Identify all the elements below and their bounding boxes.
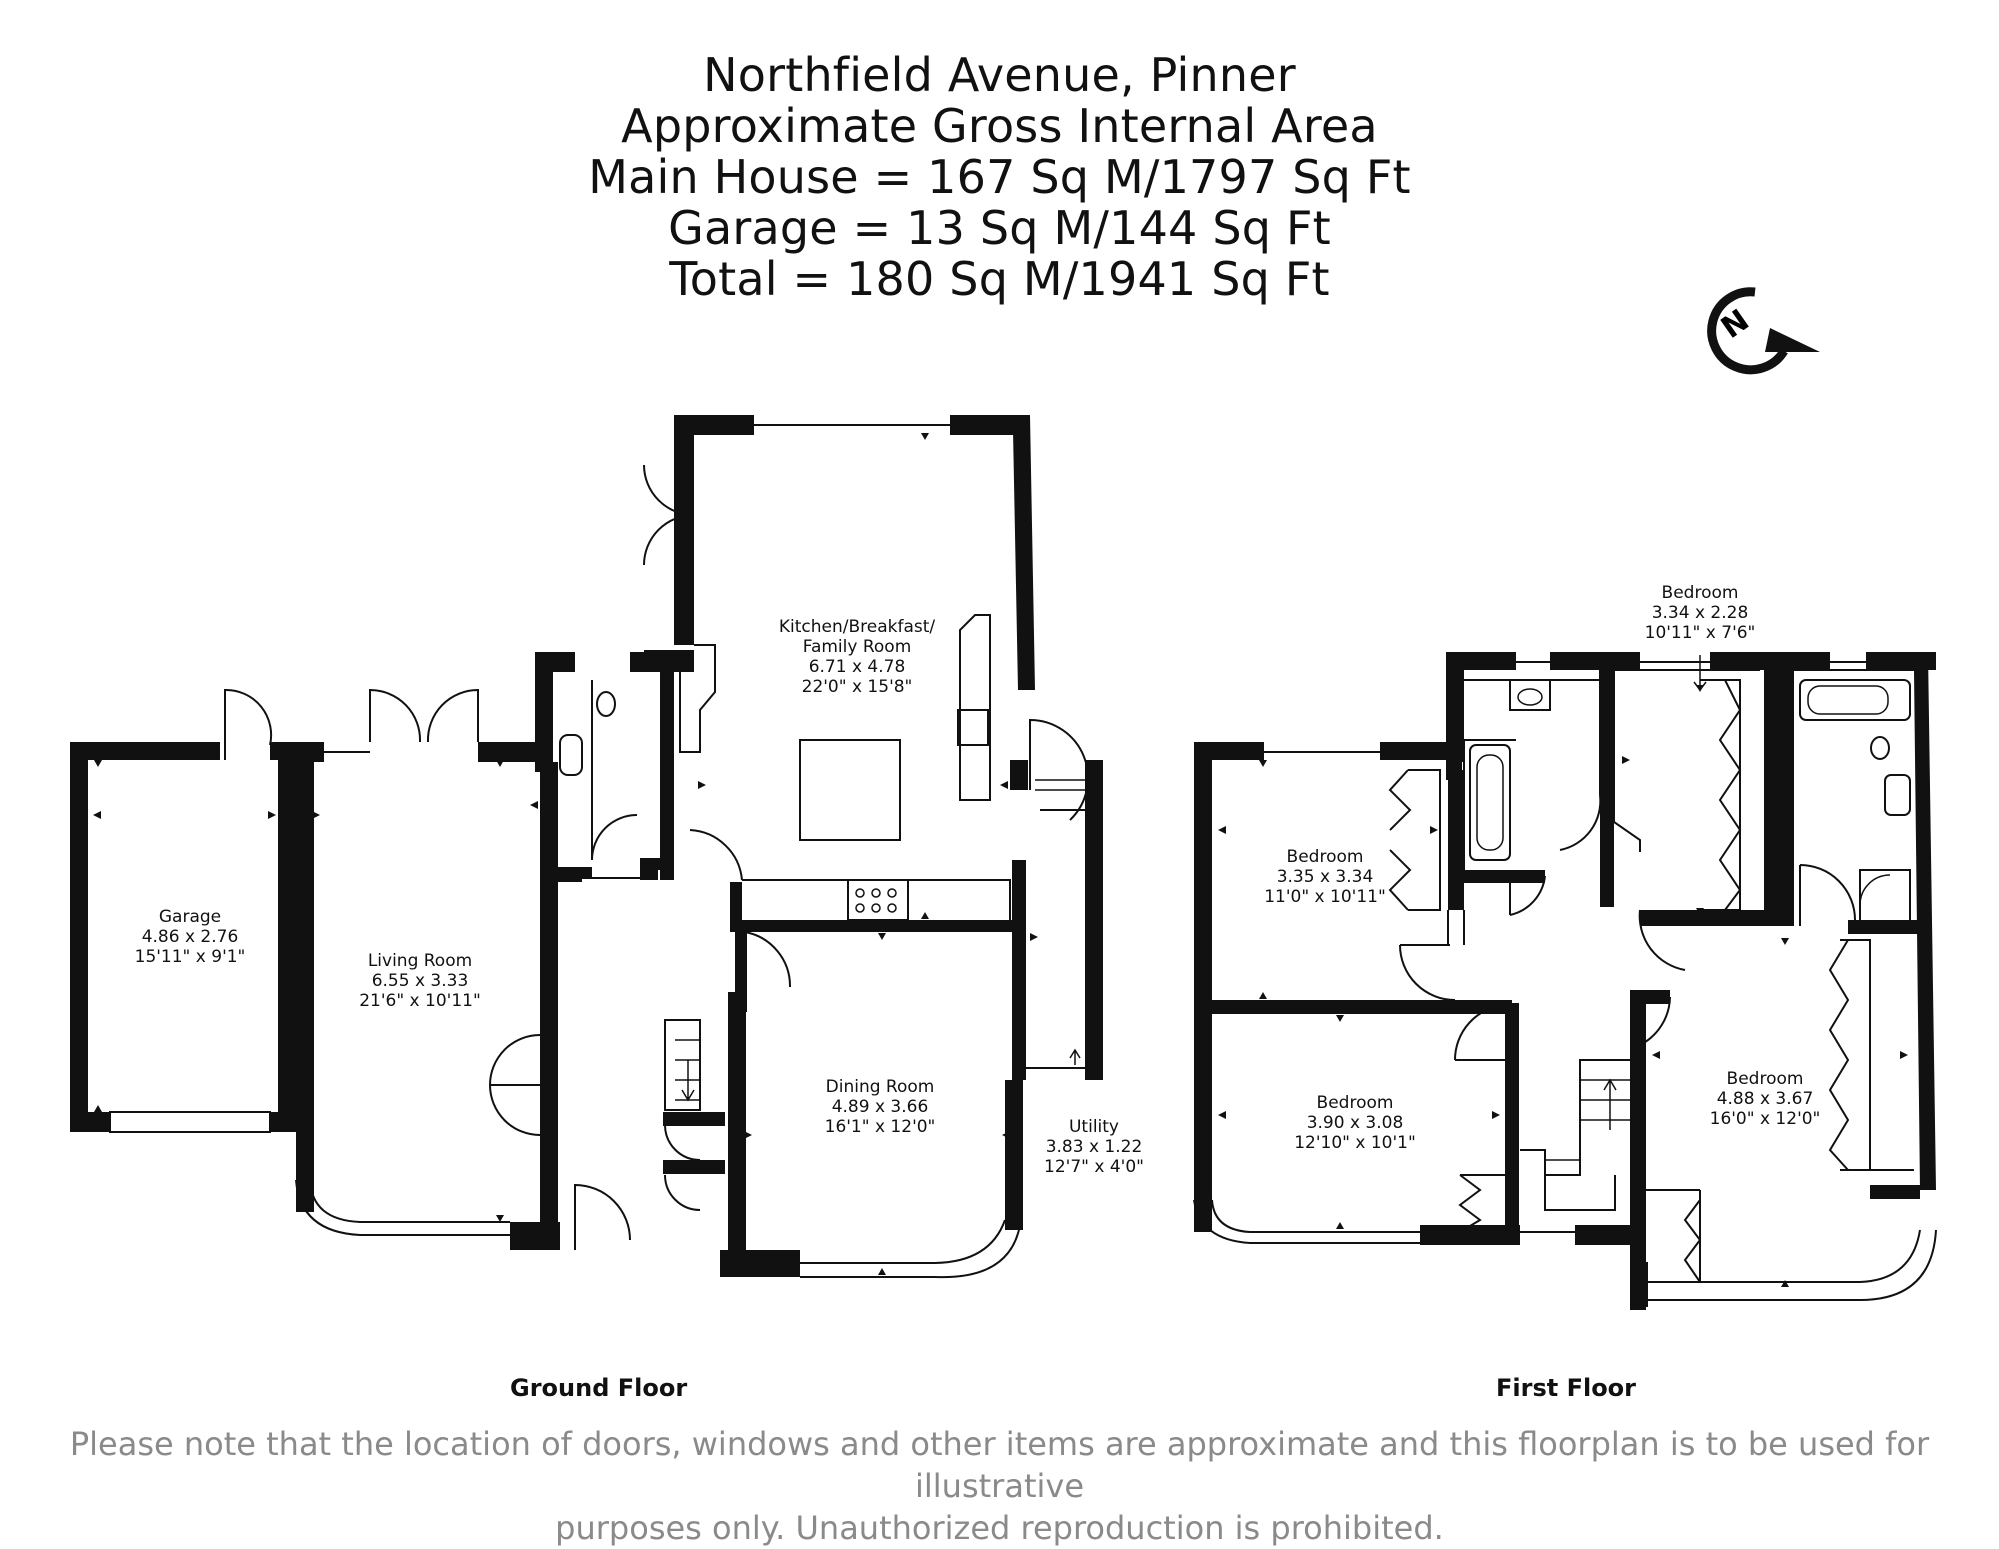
label-garage (135, 907, 246, 967)
kitchen-walls (640, 415, 1035, 1012)
svg-text:12'7" x 4'0": 12'7" x 4'0" (1044, 1157, 1144, 1177)
label-utility (1044, 1117, 1144, 1177)
svg-text:4.89 x 3.66: 4.89 x 3.66 (831, 1097, 929, 1117)
svg-text:Living Room: Living Room (367, 951, 473, 971)
first-floor-label: First Floor (1496, 1374, 1637, 1402)
dimension-markers (93, 433, 1100, 1275)
disclaimer (60, 1423, 1939, 1549)
address-title: Northfield Avenue, Pinner (703, 48, 1296, 102)
ground-floor-label: Ground Floor (510, 1374, 688, 1402)
main-house-area: Main House = 167 Sq M/1797 Sq Ft (588, 150, 1411, 204)
svg-text:12'10" x 10'1": 12'10" x 10'1" (1294, 1133, 1416, 1153)
hallway-walls (558, 858, 725, 1250)
disclaimer-line-2: purposes only. Unauthorized reproduction is prohibited. (555, 1509, 1444, 1547)
svg-text:21'6" x 10'11": 21'6" x 10'11" (359, 991, 481, 1011)
svg-text:Dining Room: Dining Room (825, 1077, 935, 1097)
svg-text:4.86 x 2.76: 4.86 x 2.76 (141, 927, 239, 947)
compass-letter: N (1714, 302, 1756, 346)
svg-text:Utility: Utility (1068, 1117, 1120, 1137)
compass-icon (1712, 292, 1820, 370)
svg-text:11'0" x 10'11": 11'0" x 10'11" (1264, 887, 1386, 907)
svg-text:Bedroom: Bedroom (1286, 847, 1364, 867)
garage-area: Garage = 13 Sq M/144 Sq Ft (668, 201, 1331, 255)
svg-text:Garage: Garage (158, 907, 222, 927)
svg-text:6.71 x 4.78: 6.71 x 4.78 (808, 657, 906, 677)
svg-text:Family Room: Family Room (802, 637, 912, 657)
svg-text:Bedroom: Bedroom (1726, 1069, 1804, 1089)
label-bedroom-right (1710, 1069, 1821, 1129)
svg-text:16'1" x 12'0": 16'1" x 12'0" (824, 1117, 936, 1137)
ground-floor-plan (70, 415, 1103, 1277)
label-dining-room (825, 1077, 936, 1137)
svg-text:15'11" x 9'1": 15'11" x 9'1" (134, 947, 246, 967)
svg-text:Bedroom: Bedroom (1316, 1093, 1394, 1113)
svg-text:3.90 x 3.08: 3.90 x 3.08 (1306, 1113, 1404, 1133)
svg-text:Bedroom: Bedroom (1661, 583, 1739, 603)
label-bedroom-bottom (1294, 1093, 1416, 1153)
disclaimer-line-1: Please note that the location of doors, windows and other items are approximate and this floorplan is to be used for illustrative (69, 1425, 1930, 1505)
svg-text:3.35 x 3.34: 3.35 x 3.34 (1276, 867, 1374, 887)
svg-text:3.83 x 1.22: 3.83 x 1.22 (1045, 1137, 1143, 1157)
label-bedroom-left (1264, 847, 1386, 907)
svg-text:6.55 x 3.33: 6.55 x 3.33 (371, 971, 469, 991)
svg-text:22'0" x 15'8": 22'0" x 15'8" (801, 677, 913, 697)
label-living-room (359, 951, 481, 1011)
area-subtitle: Approximate Gross Internal Area (621, 99, 1378, 153)
svg-text:3.34 x 2.28: 3.34 x 2.28 (1651, 603, 1749, 623)
first-floor-dimension-markers (1218, 655, 1908, 1287)
svg-text:16'0" x 12'0": 16'0" x 12'0" (1709, 1109, 1821, 1129)
label-bedroom-top (1645, 583, 1756, 643)
svg-text:4.88 x 3.67: 4.88 x 3.67 (1716, 1089, 1814, 1109)
first-floor-plan (1194, 652, 1936, 1310)
svg-text:10'11" x 7'6": 10'11" x 7'6" (1644, 623, 1756, 643)
total-area: Total = 180 Sq M/1941 Sq Ft (669, 252, 1330, 306)
label-kitchen (779, 617, 936, 697)
svg-text:Kitchen/Breakfast/: Kitchen/Breakfast/ (778, 617, 936, 637)
